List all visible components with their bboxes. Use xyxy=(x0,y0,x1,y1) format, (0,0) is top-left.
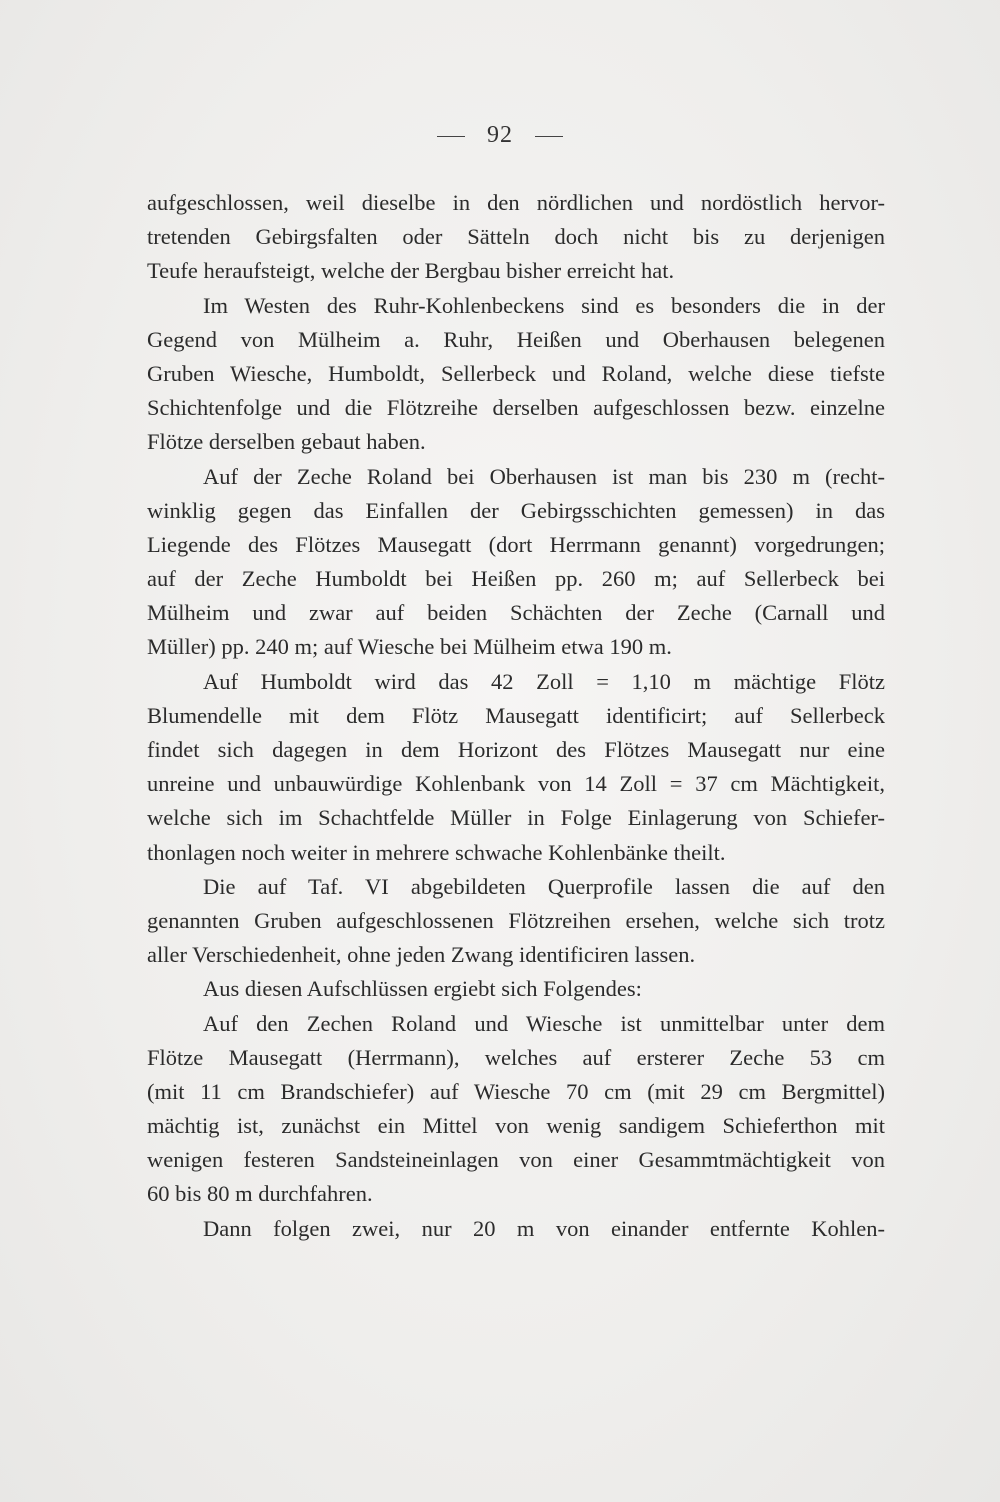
paragraph xyxy=(147,972,885,1006)
text-line: Gegend von Mülheim a. Ruhr, Heißen und Oberhausen belegenen xyxy=(147,326,885,352)
text-line: aller Verschiedenheit, ohne jeden Zwang identificiren lassen. xyxy=(147,942,696,968)
text-line: Aus diesen Aufschlüssen ergiebt sich Folgendes: xyxy=(203,976,642,1002)
text-line: Gruben Wiesche, Humboldt, Sellerbeck und Roland, welche diese tiefste xyxy=(147,360,885,386)
text-line: winklig gegen das Einfallen der Gebirgsschichten gemessen) in das xyxy=(147,497,885,523)
text-line: auf der Zeche Humboldt bei Heißen pp. 260 m; auf Sellerbeck bei xyxy=(147,566,885,592)
text-line: (mit 11 cm Brandschiefer) auf Wiesche 70 cm (mit 29 cm Bergmittel) xyxy=(147,1078,885,1104)
text-line: Blumendelle mit dem Flötz Mausegatt identificirt; auf Sellerbeck xyxy=(147,702,885,728)
paragraph xyxy=(147,1212,885,1246)
text-line: tretenden Gebirgsfalten oder Sätteln doch nicht bis zu derjenigen xyxy=(147,224,885,250)
text-line: genannten Gruben aufgeschlossenen Flötzreihen ersehen, welche sich trotz xyxy=(147,907,885,933)
text-line: Auf Humboldt wird das 42 Zoll = 1,10 m mächtige Flötz xyxy=(203,668,885,694)
text-line: Teufe heraufsteigt, welche der Bergbau bisher erreicht hat. xyxy=(147,258,675,284)
text-line: Im Westen des Ruhr-Kohlenbeckens sind es besonders die in der xyxy=(203,292,885,318)
paragraph xyxy=(147,870,885,973)
left-dash xyxy=(437,136,465,137)
text-line: Flötze Mausegatt (Herrmann), welches auf ersterer Zeche 53 cm xyxy=(147,1044,885,1070)
text-line: Flötze derselben gebaut haben. xyxy=(147,429,426,455)
text-line: Müller) pp. 240 m; auf Wiesche bei Mülheim etwa 190 m. xyxy=(147,634,672,660)
paragraph xyxy=(147,460,885,665)
paragraph xyxy=(147,665,885,870)
paragraph xyxy=(147,1007,885,1212)
text-line: welche sich im Schachtfelde Müller in Folge Einlagerung von Schiefer- xyxy=(147,805,885,831)
body-text xyxy=(147,186,885,1246)
text-line: 60 bis 80 m durchfahren. xyxy=(147,1181,373,1207)
text-line: Mülheim und zwar auf beiden Schächten der Zeche (Carnall und xyxy=(147,600,885,626)
text-line: Liegende des Flötzes Mausegatt (dort Herrmann genannt) vorgedrungen; xyxy=(147,531,885,557)
paragraph xyxy=(147,289,885,460)
text-line: Die auf Taf. VI abgebildeten Querprofile lassen die auf den xyxy=(203,873,885,899)
text-line: Auf der Zeche Roland bei Oberhausen ist man bis 230 m (recht- xyxy=(203,463,885,489)
text-line: wenigen festeren Sandsteineinlagen von einer Gesammtmächtigkeit von xyxy=(147,1147,885,1173)
paragraph xyxy=(147,186,885,289)
text-line: aufgeschlossen, weil dieselbe in den nördlichen und nordöstlich hervor- xyxy=(147,190,885,215)
text-line: Schichtenfolge und die Flötzreihe derselben aufgeschlossen bezw. einzelne xyxy=(147,395,885,421)
text-line: findet sich dagegen in dem Horizont des Flötzes Mausegatt nur eine xyxy=(147,737,885,762)
right-dash xyxy=(535,136,563,137)
text-line: Dann folgen zwei, nur 20 m von einander entfernte Kohlen- xyxy=(203,1215,885,1241)
text-line: thonlagen noch weiter in mehrere schwache Kohlenbänke theilt. xyxy=(147,839,726,865)
text-line: mächtig ist, zunächst ein Mittel von wenig sandigem Schieferthon mit xyxy=(147,1113,885,1139)
page-number: 92 xyxy=(487,122,513,148)
page-number-header xyxy=(0,122,1000,149)
text-line: Auf den Zechen Roland und Wiesche ist unmittelbar unter dem xyxy=(203,1010,885,1036)
text-line: unreine und unbauwürdige Kohlenbank von 14 Zoll = 37 cm Mächtigkeit, xyxy=(147,771,885,797)
